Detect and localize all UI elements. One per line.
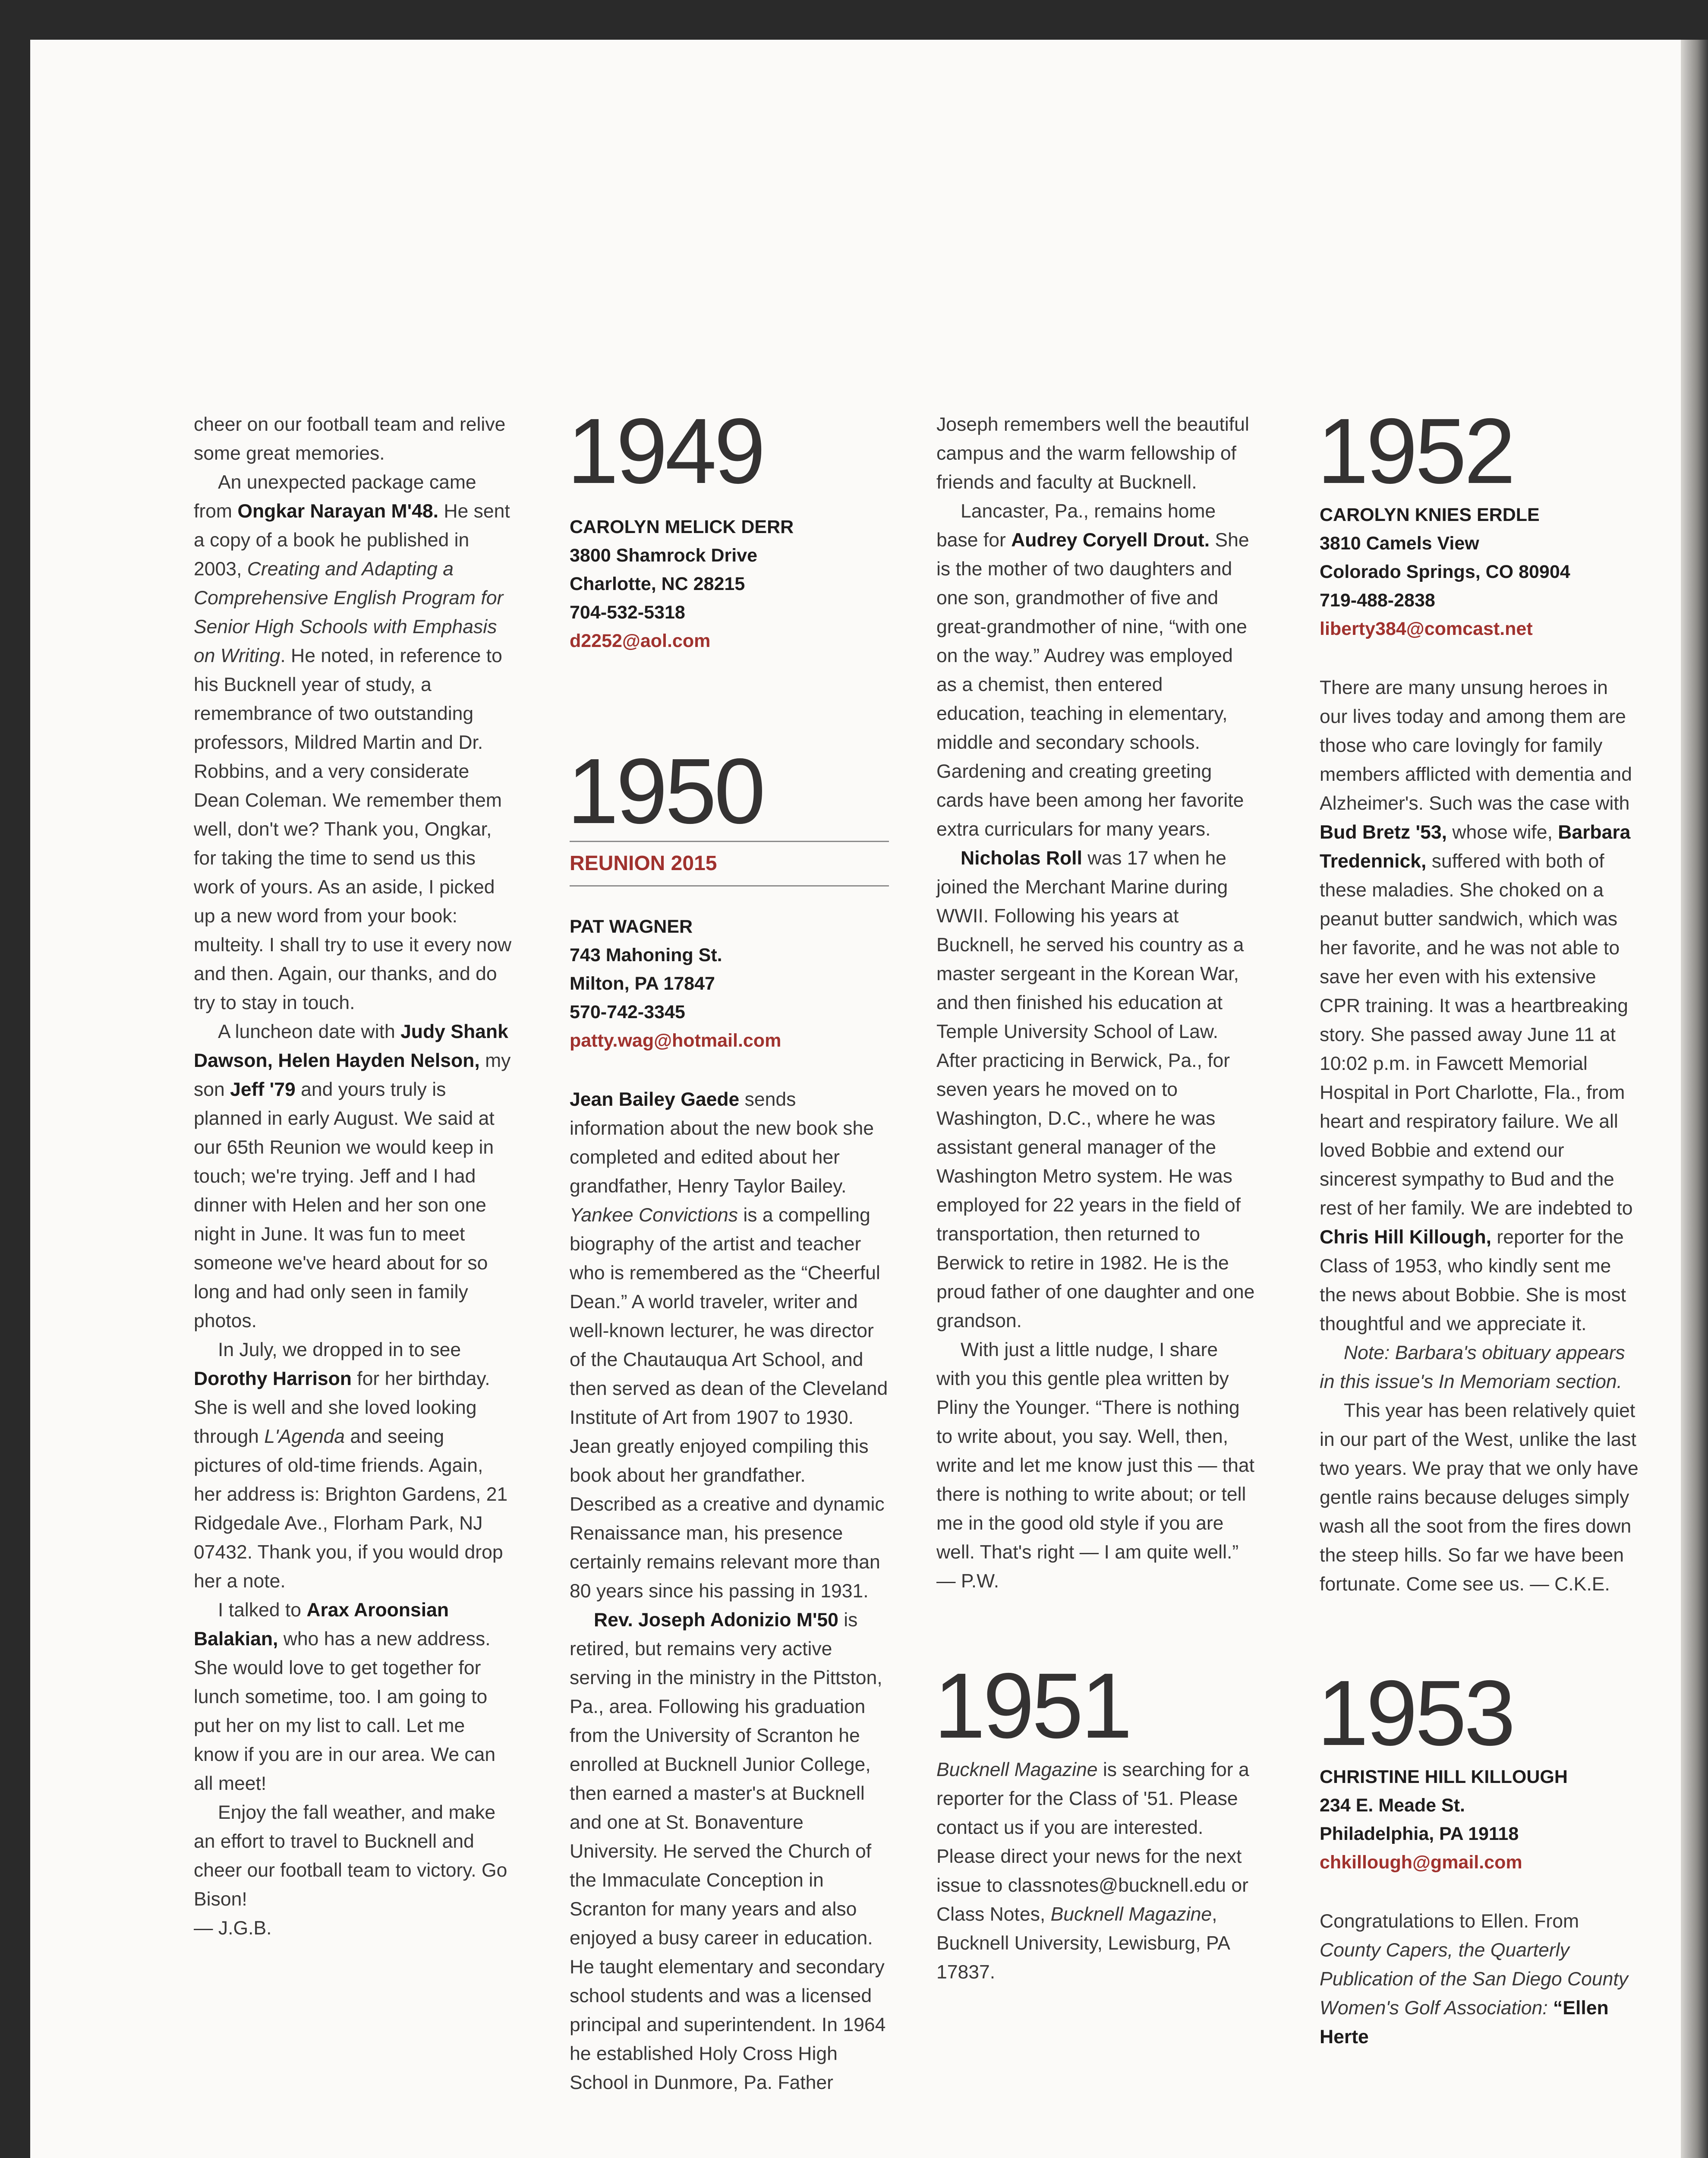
reporter-name: CAROLYN KNIES ERDLE bbox=[1320, 505, 1540, 525]
paragraph: This year has been relatively quiet in our part of the West, unlike the last two years. We pray that we only have gentle rains because deluges simply wash all the soot from the fires down the steep hills. So far we have been fortunate. Come see us. — C.K.E. bbox=[1320, 1400, 1639, 1595]
paragraph: Bucknell Magazine is searching for a reporter for the Class of '51. Please contact us if you are interested. Please direct your news for the next issue to classnotes@bucknell.edu or Class Notes, Bucknell Magazine, Bucknell University, Lewisburg, PA 17837. bbox=[936, 1759, 1249, 1983]
reporter-email[interactable]: patty.wag@hotmail.com bbox=[570, 1030, 782, 1051]
reporter-name: CHRISTINE HILL KILLOUGH bbox=[1320, 1767, 1568, 1787]
reporter-phone: 570-742-3345 bbox=[570, 1002, 685, 1022]
reporter-address: 743 Mahoning St. bbox=[570, 945, 722, 965]
paragraph: I talked to Arax Aroonsian Balakian, who has a new address. She would love to get together for lunch sometime, too. I am going to put her on my list to call. Let me know if you are in our area. We can all meet! bbox=[194, 1600, 496, 1794]
column-1 bbox=[194, 410, 513, 1943]
reporter-city: Philadelphia, PA 19118 bbox=[1320, 1824, 1519, 1844]
class-year-heading: 1949 bbox=[567, 399, 763, 503]
reporter-email[interactable]: d2252@aol.com bbox=[570, 631, 711, 651]
paragraph: Rev. Joseph Adonizio M'50 is retired, but remains very active serving in the ministry in the Pittston, Pa., area. Following his graduation from the University of Scranton he enrolled at Bucknell Junior College, then earned a master's at Bucknell and one at St. Bonaventure University. He served the Church of the Immaculate Conception in Scranton for many years and also enjoyed a busy career in education. He taught elementary and secondary school students and was a licensed principal and superintendent. In 1964 he established Holy Cross High School in Dunmore, Pa. Father bbox=[570, 1609, 886, 2093]
reporter-name: PAT WAGNER bbox=[570, 916, 693, 937]
reporter-email[interactable]: chkillough@gmail.com bbox=[1320, 1852, 1522, 1873]
paragraph: An unexpected package came from Ongkar Narayan M'48. He sent a copy of a book he published in 2003, Creating and Adapting a Comprehensive English Program for Senior High Schools with Emphasis on Writing. He noted, in reference to his Bucknell year of study, a remembrance of two outstanding professors, Mildred Martin and Dr. Robbins, and a very considerate Dean Coleman. We remember them well, don't we? Thank you, Ongkar, for taking the time to send us this work of yours. As an aside, I picked up a new word from your book: multeity. I shall try to use it every now and then. Again, our thanks, and do try to stay in touch. bbox=[194, 472, 512, 1013]
reporter-city: Charlotte, NC 28215 bbox=[570, 574, 745, 594]
class-year-heading: 1953 bbox=[1317, 1661, 1513, 1765]
reporter-city: Colorado Springs, CO 80904 bbox=[1320, 562, 1570, 582]
column-3 bbox=[936, 410, 1256, 1987]
paragraph: Lancaster, Pa., remains home base for Audrey Coryell Drout. She is the mother of two daughters and one son, grandmother of five and great-grandmother of nine, “with one on the way.” Audrey was employed as a chemist, then entered education, teaching in elementary, middle and secondary schools. Gardening and creating greeting cards have been among her favorite extra curriculars for many years. bbox=[936, 501, 1249, 840]
paragraph: With just a little nudge, I share with you this gentle plea written by Pliny the Younger. “There is nothing to write about, you say. Well, then, write and let me know just this — that there is nothing to write about; or tell me in the good old style if you are well. That's right — I am quite well.” — P.W. bbox=[936, 1339, 1255, 1592]
class-year-heading: 1952 bbox=[1317, 399, 1513, 503]
reporter-name: CAROLYN MELICK DERR bbox=[570, 517, 794, 537]
paragraph: A luncheon date with Judy Shank Dawson, Helen Hayden Nelson, my son Jeff '79 and yours truly is planned in early August. We said at our 65th Reunion we would keep in touch; we're trying. Jeff and I had dinner with Helen and her son one night in June. It was fun to meet someone we've heard about for so long and had only seen in family photos. bbox=[194, 1021, 511, 1331]
signature: — J.G.B. bbox=[194, 1918, 272, 1939]
reunion-banner: REUNION 2015 bbox=[570, 841, 889, 887]
paragraph: Joseph remembers well the beautiful campus and the warm fellowship of friends and faculty at Bucknell. bbox=[936, 414, 1249, 493]
class-reporter-contact bbox=[1320, 501, 1639, 643]
class-year-heading: 1950 bbox=[567, 739, 763, 843]
paragraph: There are many unsung heroes in our lives today and among them are those who care lovingly for family members afflicted with dementia and Alzheimer's. Such was the case with Bud Bretz '53, whose wife, Barbara Tredennick, suffered with both of these maladies. She choked on a peanut butter sandwich, which was her favorite, and he was not able to save her even with his extensive CPR training. It was a heartbreaking story. She passed away June 11 at 10:02 p.m. in Fawcett Memorial Hospital in Port Charlotte, Fla., from heart and respiratory failure. We all loved Bobbie and extend our sincerest sympathy to Bud and the rest of her family. We are indebted to Chris Hill Killough, reporter for the Class of 1953, who kindly sent me the news about Bobbie. She is most thoughtful and we appreciate it. bbox=[1320, 677, 1633, 1335]
reporter-address: 3800 Shamrock Drive bbox=[570, 545, 758, 566]
reporter-phone: 719-488-2838 bbox=[1320, 590, 1435, 611]
paragraph: Jean Bailey Gaede sends information about the new book she completed and edited about her grandfather, Henry Taylor Bailey. Yankee Convictions is a compelling biography of the artist and teacher who is remembered as the “Cheerful Dean.” A world traveler, writer and well-known lecturer, he was director of the Chautauqua Art School, and then served as dean of the Cleveland Institute of Art from 1907 to 1930. Jean greatly enjoyed compiling this book about her grandfather. Described as a creative and dynamic Renaissance man, his presence certainly remains relevant more than 80 years since his passing in 1931. bbox=[570, 1089, 888, 1602]
class-reporter-contact bbox=[570, 513, 889, 655]
paragraph: Note: Barbara's obituary appears in this issue's In Memoriam section. bbox=[1320, 1342, 1625, 1392]
paragraph: In July, we dropped in to see Dorothy Harrison for her birthday. She is well and she loved looking through L'Agenda and seeing pictures of old-time friends. Again, her address is: Brighton Gardens, 21 Ridgedale Ave., Florham Park, NJ 07432. Thank you, if you would drop her a note. bbox=[194, 1339, 508, 1592]
reporter-phone: 704-532-5318 bbox=[570, 602, 685, 623]
paragraph: Enjoy the fall weather, and make an effort to travel to Bucknell and cheer our football team to victory. Go Bison! bbox=[194, 1802, 507, 1910]
class-reporter-contact bbox=[570, 912, 889, 1055]
reporter-city: Milton, PA 17847 bbox=[570, 973, 715, 994]
class-year-heading: 1951 bbox=[934, 1653, 1130, 1757]
column-2 bbox=[567, 399, 889, 2097]
reporter-email[interactable]: liberty384@comcast.net bbox=[1320, 618, 1533, 639]
column-4 bbox=[1317, 399, 1639, 2051]
paragraph: Congratulations to Ellen. From County Capers, the Quarterly Publication of the San Diego County Women's Golf Association: “Ellen Herte bbox=[1320, 1911, 1628, 2048]
class-reporter-contact bbox=[1320, 1763, 1639, 1877]
paragraph: cheer on our football team and relive some great memories. bbox=[194, 414, 506, 464]
page-binding-edge bbox=[1681, 40, 1708, 2158]
paragraph: Nicholas Roll was 17 when he joined the Merchant Marine during WWII. Following his years at Bucknell, he served his country as a master sergeant in the Korean War, and then finished his education at Temple University School of Law. After practicing in Berwick, Pa., for seven years he moved on to Washington, D.C., where he was assistant general manager of the Washington Metro system. He was employed for 22 years in the field of transportation, then returned to Berwick to retire in 1982. He is the proud father of one daughter and one grandson. bbox=[936, 848, 1255, 1331]
reporter-address: 3810 Camels View bbox=[1320, 533, 1479, 554]
reporter-address: 234 E. Meade St. bbox=[1320, 1795, 1465, 1816]
